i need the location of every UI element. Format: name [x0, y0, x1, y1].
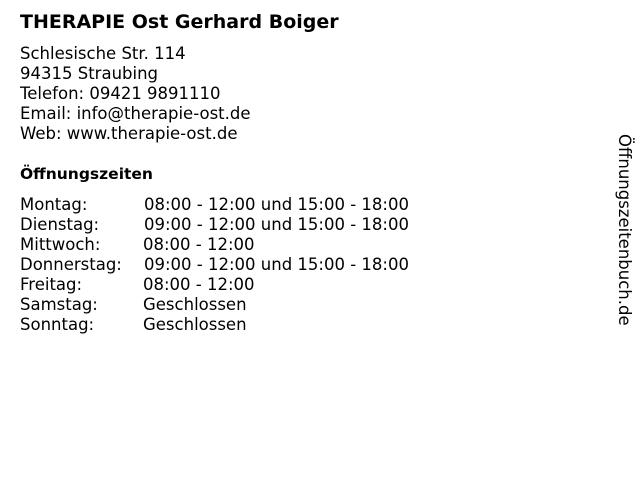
street-line: Schlesische Str. 114	[20, 44, 186, 63]
day-hours: 08:00 - 12:00 und 15:00 - 18:00	[144, 195, 409, 214]
hours-row-sunday	[20, 315, 409, 335]
day-hours: 08:00 - 12:00	[143, 235, 255, 254]
site-watermark: Öffnungszeitenbuch.de	[615, 134, 634, 326]
day-label: Sonntag:	[20, 315, 95, 334]
day-label: Freitag:	[20, 275, 83, 294]
opening-hours-table	[20, 195, 409, 335]
opening-hours-heading: Öffnungszeiten	[20, 165, 153, 183]
email-line: Email: info@therapie-ost.de	[20, 104, 251, 123]
day-label: Mittwoch:	[20, 235, 101, 254]
hours-row-monday	[20, 195, 409, 215]
business-name: THERAPIE Ost Gerhard Boiger	[20, 11, 339, 33]
day-label: Montag:	[20, 195, 88, 214]
phone-line: Telefon: 09421 9891110	[20, 84, 221, 103]
city-line: 94315 Straubing	[20, 64, 159, 83]
hours-row-saturday	[20, 295, 409, 315]
address-block	[20, 44, 251, 144]
hours-row-wednesday	[20, 235, 409, 255]
day-hours: 09:00 - 12:00 und 15:00 - 18:00	[144, 255, 409, 274]
day-hours: 08:00 - 12:00	[143, 275, 255, 294]
web-line: Web: www.therapie-ost.de	[20, 124, 238, 143]
hours-row-friday	[20, 275, 409, 295]
day-label: Donnerstag:	[20, 255, 122, 274]
day-hours: Geschlossen	[143, 315, 247, 334]
day-hours: 09:00 - 12:00 und 15:00 - 18:00	[144, 215, 409, 234]
hours-row-tuesday	[20, 215, 409, 235]
day-label: Dienstag:	[20, 215, 100, 234]
day-hours: Geschlossen	[143, 295, 247, 314]
hours-row-thursday	[20, 255, 409, 275]
day-label: Samstag:	[20, 295, 98, 314]
